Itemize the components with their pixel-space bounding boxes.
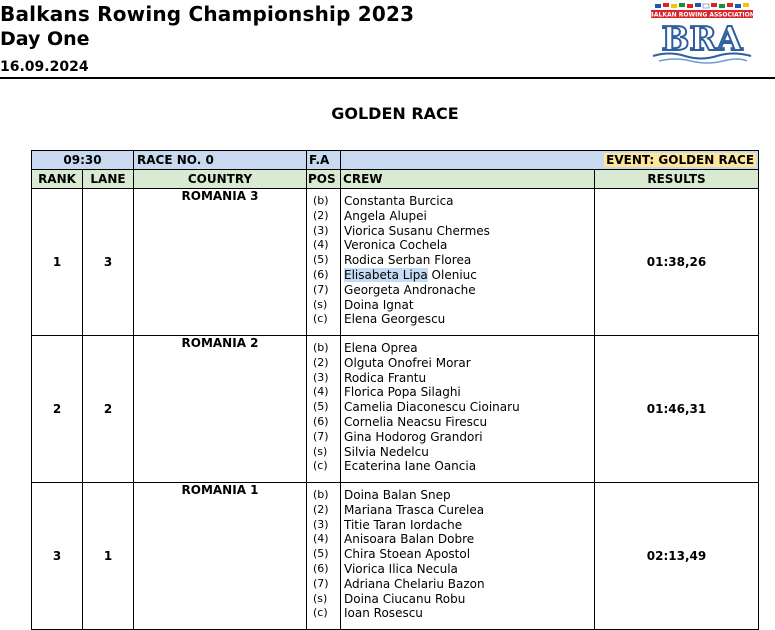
crew-member[interactable]: Rodica Frantu (344, 370, 427, 385)
rank-cell: 1 (32, 189, 83, 336)
rank-cell: 3 (32, 483, 83, 630)
header-divider (0, 77, 775, 79)
seat-position: (b) (313, 488, 329, 501)
seat-position: (3) (313, 223, 329, 237)
results-header: RESULTS (595, 170, 759, 189)
result-time: 01:46,31 (595, 336, 759, 483)
crew-member[interactable]: Viorica Susanu Chermes (344, 223, 490, 238)
crew-header: CREW (341, 170, 595, 189)
event-label: EVENT: GOLDEN RACE (606, 153, 755, 167)
seat-position: (4) (313, 385, 329, 399)
crew-member[interactable]: Constanta Burcica (344, 194, 454, 208)
bra-logo (649, 2, 755, 66)
crew-member[interactable]: Rodica Serban Florea (344, 253, 472, 268)
crew-member[interactable]: Ecaterina Iane Oancia (344, 459, 477, 474)
table-row (32, 483, 759, 630)
crew-cell (341, 336, 595, 483)
seat-position: (6) (313, 267, 329, 281)
seat-position: (c) (313, 459, 328, 473)
race-title: GOLDEN RACE (331, 104, 459, 123)
lane-cell: 3 (83, 189, 134, 336)
seat-position: (7) (313, 282, 329, 296)
seat-position: (4) (313, 532, 329, 546)
crew-member[interactable]: Anisoara Balan Dobre (344, 532, 475, 547)
result-time: 02:13,49 (595, 483, 759, 630)
lane-cell: 2 (83, 336, 134, 483)
race-time: 09:30 (32, 151, 134, 170)
seat-position: (s) (313, 444, 328, 458)
seat-position: (3) (313, 517, 329, 531)
seat-position: (b) (313, 194, 329, 207)
results-table (31, 150, 759, 630)
column-header-row (32, 170, 759, 189)
crew-member[interactable]: Ioan Rosescu (344, 606, 423, 621)
pos-cell (307, 336, 341, 483)
rank-header: RANK (32, 170, 83, 189)
seat-position: (s) (313, 591, 328, 605)
final-label: F.A (307, 151, 341, 170)
seat-position: (4) (313, 238, 329, 252)
pos-cell (307, 189, 341, 336)
crew-member[interactable]: Elena Oprea (344, 341, 418, 355)
crew-cell (341, 483, 595, 630)
crew-member[interactable]: Angela Alupei (344, 208, 427, 223)
crew-member[interactable]: Mariana Trasca Curelea (344, 502, 485, 517)
flags-strip-icon (655, 3, 749, 8)
table-row (32, 336, 759, 483)
crew-member[interactable]: Cornelia Neacsu Firescu (344, 414, 488, 429)
wave-icon (659, 59, 747, 63)
country-cell: ROMANIA 1 (134, 483, 307, 630)
seat-position: (5) (313, 547, 329, 561)
seat-position: (b) (313, 341, 329, 354)
country-header: COUNTRY (134, 170, 307, 189)
seat-position: (2) (313, 355, 329, 369)
seat-position: (2) (313, 208, 329, 222)
crew-member[interactable]: Doina Ignat (344, 297, 414, 312)
seat-position: (c) (313, 312, 328, 326)
pos-header: POS (307, 170, 341, 189)
seat-position: (2) (313, 502, 329, 516)
crew-member[interactable]: Chira Stoean Apostol (344, 547, 471, 562)
text-selection[interactable]: Elisabeta Lipa (344, 267, 428, 282)
race-number: RACE NO. 0 (134, 151, 307, 170)
seat-position: (5) (313, 400, 329, 414)
seat-position: (5) (313, 253, 329, 267)
crew-member[interactable]: Titie Taran Iordache (344, 517, 463, 532)
logo-text: BRA (661, 19, 743, 58)
crew-member-selected[interactable]: Elisabeta Lipa Oleniuc (344, 267, 477, 282)
table-row (32, 189, 759, 336)
pos-cell (307, 483, 341, 630)
crew-member[interactable]: Florica Popa Silaghi (344, 385, 461, 400)
day-subtitle: Day One (0, 28, 90, 50)
crew-member[interactable]: Gina Hodorog Grandori (344, 429, 483, 444)
seat-position: (3) (313, 370, 329, 384)
crew-member[interactable]: Olguta Onofrei Morar (344, 355, 471, 370)
event-date: 16.09.2024 (0, 59, 89, 75)
seat-position: (6) (313, 414, 329, 428)
logo-caption: BALKAN ROWING ASSOCIATION (649, 11, 755, 19)
crew-member[interactable]: Elena Georgescu (344, 312, 446, 327)
lane-cell: 1 (83, 483, 134, 630)
crew-member[interactable]: Adriana Chelariu Bazon (344, 576, 485, 591)
seat-position: (s) (313, 297, 328, 311)
seat-position: (7) (313, 576, 329, 590)
crew-member[interactable]: Viorica Ilica Necula (344, 561, 458, 576)
seat-position: (6) (313, 561, 329, 575)
lane-header: LANE (83, 170, 134, 189)
country-cell: ROMANIA 2 (134, 336, 307, 483)
crew-member[interactable]: Veronica Cochela (344, 238, 448, 253)
crew-member[interactable]: Georgeta Andronache (344, 282, 476, 297)
championship-title: Balkans Rowing Championship 2023 (0, 2, 415, 26)
seat-position: (7) (313, 429, 329, 443)
seat-position: (c) (313, 606, 328, 620)
result-time: 01:38,26 (595, 189, 759, 336)
crew-member[interactable]: Doina Ciucanu Robu (344, 591, 466, 606)
crew-member[interactable]: Doina Balan Snep (344, 488, 451, 502)
crew-cell (341, 189, 595, 336)
race-info-row (32, 151, 759, 170)
event-cell (341, 151, 759, 170)
crew-member[interactable]: Silvia Nedelcu (344, 444, 429, 459)
crew-member[interactable]: Camelia Diaconescu Cioinaru (344, 400, 520, 415)
rank-cell: 2 (32, 336, 83, 483)
country-cell: ROMANIA 3 (134, 189, 307, 336)
